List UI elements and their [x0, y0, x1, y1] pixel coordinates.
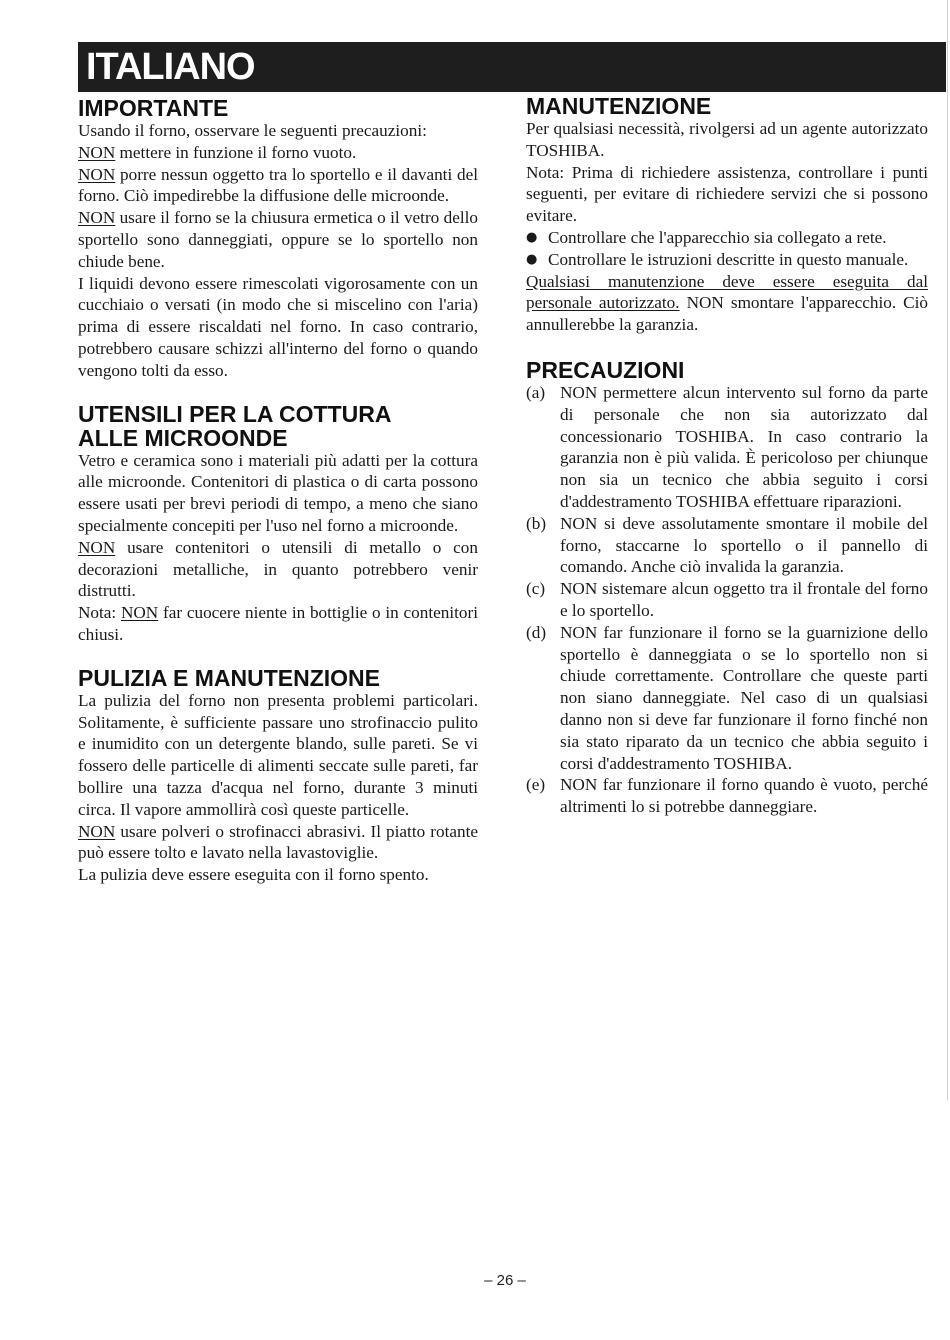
language-title: ITALIANO [86, 46, 255, 88]
bullet-dot-icon: ● [526, 251, 538, 267]
section-importante [78, 96, 478, 382]
pulizia-paragraph-3: La pulizia deve essere eseguita con il forno spento. [78, 865, 429, 885]
importante-item-3: NON usare il forno se la chiusura ermetica o il vetro dello sportello sono danneggiati, oppure se lo sportello non chiude bene. [78, 208, 478, 271]
non-keyword: NON [78, 537, 116, 557]
utensili-heading: UTENSILI PER LA COTTURA ALLE MICROONDE [78, 400, 392, 451]
precauzioni-item-d: (d) NON far funzionare il forno se la guarnizione dello sportello è danneggiata o se lo sportello non si chiude correttamente. Controllare che queste parti non siano danneggiate. Nel caso di un qualsiasi danno non si deve far funzionare il forno finché non sia stato riparato da un tecnico che abbia seguito i corsi d'addestramento TOSHIBA. [526, 622, 928, 773]
manutenzione-warning: Qualsiasi manutenzione deve essere eseguita dal personale autorizzato. NON smontare l'apparecchio. Ciò annullerebbe la garanzia. [526, 271, 928, 335]
non-keyword: NON [78, 164, 116, 184]
precauzioni-item-e: (e) NON far funzionare il forno quando è vuoto, perché altrimenti lo si potrebbe danneggiare. [526, 775, 928, 817]
section-pulizia [78, 666, 478, 886]
section-utensili [78, 402, 478, 646]
warning-underlined-text: Qualsiasi manutenzione deve essere eseguita dal personale autorizzato. [526, 271, 928, 313]
non-keyword: NON [78, 208, 116, 228]
pulizia-heading: PULIZIA E MANUTENZIONE [78, 664, 380, 691]
manutenzione-bullet-2: ● Controllare le istruzioni descritte in questo manuale. [526, 249, 909, 269]
utensili-nota: Nota: NON far cuocere niente in bottiglie o in contenitori chiusi. [78, 603, 478, 644]
manutenzione-heading: MANUTENZIONE [526, 93, 712, 119]
precauzioni-heading: PRECAUZIONI [526, 356, 685, 383]
utensili-paragraph-2: NON usare contenitori o utensili di metallo o con decorazioni metalliche, in quanto potrebbero venir distrutti. [78, 537, 478, 601]
importante-heading: IMPORTANTE [78, 95, 229, 121]
importante-liquidi: I liquidi devono essere rimescolati vigorosamente con un cucchiaio o versati (in modo che si miscelino con l'aria) prima di essere riscaldati nel forno. In caso contrario, potrebbero causare schizzi all'interno del forno o quando vengono tolti da esso. [78, 273, 478, 380]
manutenzione-paragraph-1: Per qualsiasi necessità, rivolgersi ad un agente autorizzato TOSHIBA. [526, 119, 928, 160]
language-header-bar [78, 42, 946, 92]
importante-intro: Usando il forno, osservare le seguenti precauzioni: [78, 121, 427, 140]
utensili-paragraph-1: Vetro e ceramica sono i materiali più adatti per la cottura alle microonde. Contenitori di plastica o di carta possono essere usati per brevi periodi di tempo, a meno che siano specialmente concepiti per l'uso nel forno a microonde. [78, 450, 478, 535]
manutenzione-nota: Nota: Prima di richiedere assistenza, controllare i punti seguenti, per evitare di richiedere servizi che si possono evitare. [526, 162, 928, 226]
precauzioni-item-c: (c) NON sistemare alcun oggetto tra il frontale del forno e lo sportello. [526, 579, 928, 620]
right-column [526, 92, 928, 818]
pulizia-paragraph-2: NON usare polveri o strofinacci abrasivi. Il piatto rotante può essere tolto e lavato nella lavastoviglie. [78, 821, 478, 863]
manutenzione-bullet-1: ● Controllare che l'apparecchio sia collegato a rete. [526, 227, 887, 247]
non-keyword: NON [120, 603, 159, 623]
section-manutenzione [526, 94, 928, 336]
bullet-dot-icon: ● [526, 229, 538, 245]
section-precauzioni [526, 358, 928, 818]
precauzioni-item-b: (b) NON si deve assolutamente smontare il mobile del forno, staccarne lo sportello o il pannello di comando. Anche ciò invalida la garanzia. [526, 513, 928, 577]
non-keyword: NON [78, 142, 116, 162]
non-keyword: NON [78, 821, 116, 841]
pulizia-paragraph-1: La pulizia del forno non presenta problemi particolari. Solitamente, è sufficiente passare uno strofinaccio pulito e inumidito con un detergente blando, sulle pareti. Se vi fossero delle particelle di alimenti seccate sulle pareti, far bollire una tazza d'acqua nel forno, durante 3 minuti circa. Il vapore ammollirà così queste particelle. [78, 690, 478, 819]
importante-item-2: NON porre nessun oggetto tra lo sportello e il davanti del forno. Ciò impedirebbe la diffusione delle microonde. [78, 164, 478, 206]
left-column [78, 96, 478, 886]
precauzioni-item-a: (a) NON permettere alcun intervento sul forno da parte di personale che non sia autorizzato dal concessionario TOSHIBA. In caso contrario la garanzia non è più valida. È pericoloso per chiunque non sia un tecnico che abbia seguito i corsi d'addestramento TOSHIBA effettuare riparazioni. [526, 382, 928, 511]
page-edge-line [947, 0, 948, 1100]
page-number: – 26 – [484, 1272, 526, 1289]
importante-item-1: NON mettere in funzione il forno vuoto. [78, 142, 357, 162]
